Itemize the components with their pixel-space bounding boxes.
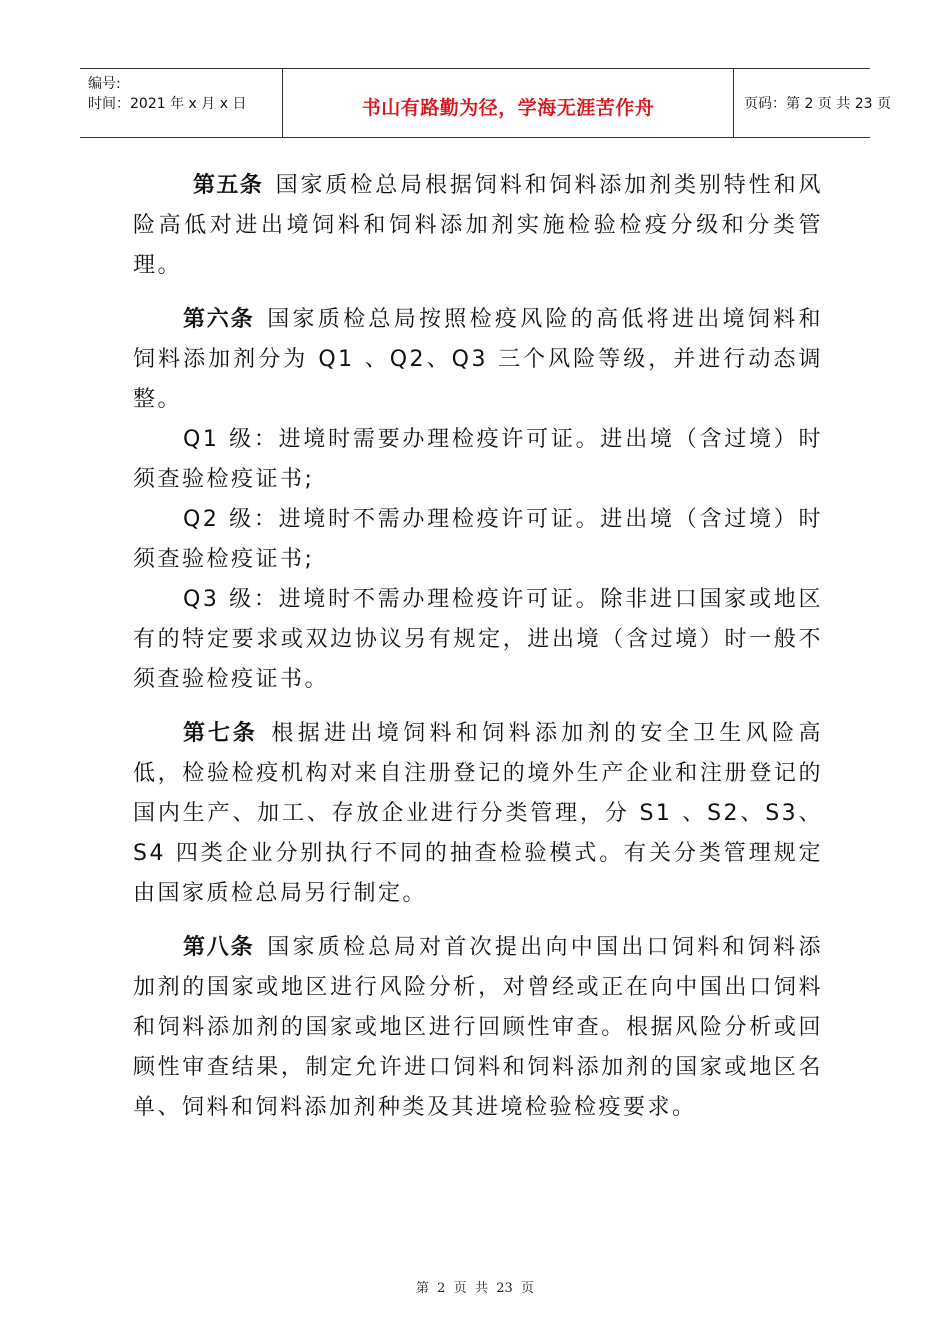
level-q1: Q1 级：进境时需要办理检疫许可证。进出境（含过境）时须查验检疫证书; bbox=[133, 427, 823, 492]
document-number-label: 编号: bbox=[88, 76, 121, 92]
article-6-title: 第六条 bbox=[183, 307, 255, 332]
header-page-info: 页码：第 2 页 共 23 页 bbox=[744, 96, 891, 112]
article-5 bbox=[133, 166, 823, 286]
header-page-cell bbox=[734, 69, 891, 137]
document-date: 时间：2021 年 x 月 x 日 bbox=[88, 96, 247, 112]
article-6-text: 国家质检总局按照检疫风险的高低将进出境饲料和饲料添加剂分为 Q1 、Q2、Q3 三个风险等级，并进行动态调整。 bbox=[133, 307, 823, 412]
article-8-text: 国家质检总局对首次提出向中国出口饲料和饲料添加剂的国家或地区进行风险分析，对曾经或正在向中国出口饲料和饲料添加剂的国家或地区进行回顾性审查。根据风险分析或回顾性审查结果，制定允许进口饲料和饲料添加剂的国家或地区名单、饲料和饲料添加剂种类及其进境检验检疫要求。 bbox=[133, 935, 823, 1120]
document-body bbox=[133, 166, 823, 1128]
document-header bbox=[80, 68, 891, 138]
page-footer: 第 2 页 共 23 页 bbox=[415, 1281, 535, 1296]
level-q2: Q2 级：进境时不需办理检疫许可证。进出境（含过境）时须查验检疫证书; bbox=[133, 507, 823, 572]
header-motto: 书山有路勤为径，学海无涯苦作舟 bbox=[361, 97, 655, 119]
header-motto-cell bbox=[282, 69, 734, 137]
article-7-text: 根据进出境饲料和饲料添加剂的安全卫生风险高低，检验检疫机构对来自注册登记的境外生产企业和注册登记的国内生产、加工、存放企业进行分类管理，分 S1 、S2、S3、S4 四类企业分别执行不同的抽查检验模式。有关分类管理规定由国家质检总局另行制定。 bbox=[133, 721, 823, 906]
article-8 bbox=[133, 928, 823, 1128]
article-5-text: 国家质检总局根据饲料和饲料添加剂类别特性和风险高低对进出境饲料和饲料添加剂实施检验检疫分级和分类管理。 bbox=[133, 173, 823, 278]
article-7-title: 第七条 bbox=[183, 721, 258, 746]
level-q3: Q3 级：进境时不需办理检疫许可证。除非进口国家或地区有的特定要求或双边协议另有规定，进出境（含过境）时一般不须查验检疫证书。 bbox=[133, 587, 823, 692]
article-8-title: 第八条 bbox=[183, 935, 255, 960]
article-6 bbox=[133, 300, 823, 420]
header-left-cell bbox=[80, 69, 282, 137]
article-7 bbox=[133, 714, 823, 914]
article-5-title: 第五条 bbox=[193, 173, 264, 198]
